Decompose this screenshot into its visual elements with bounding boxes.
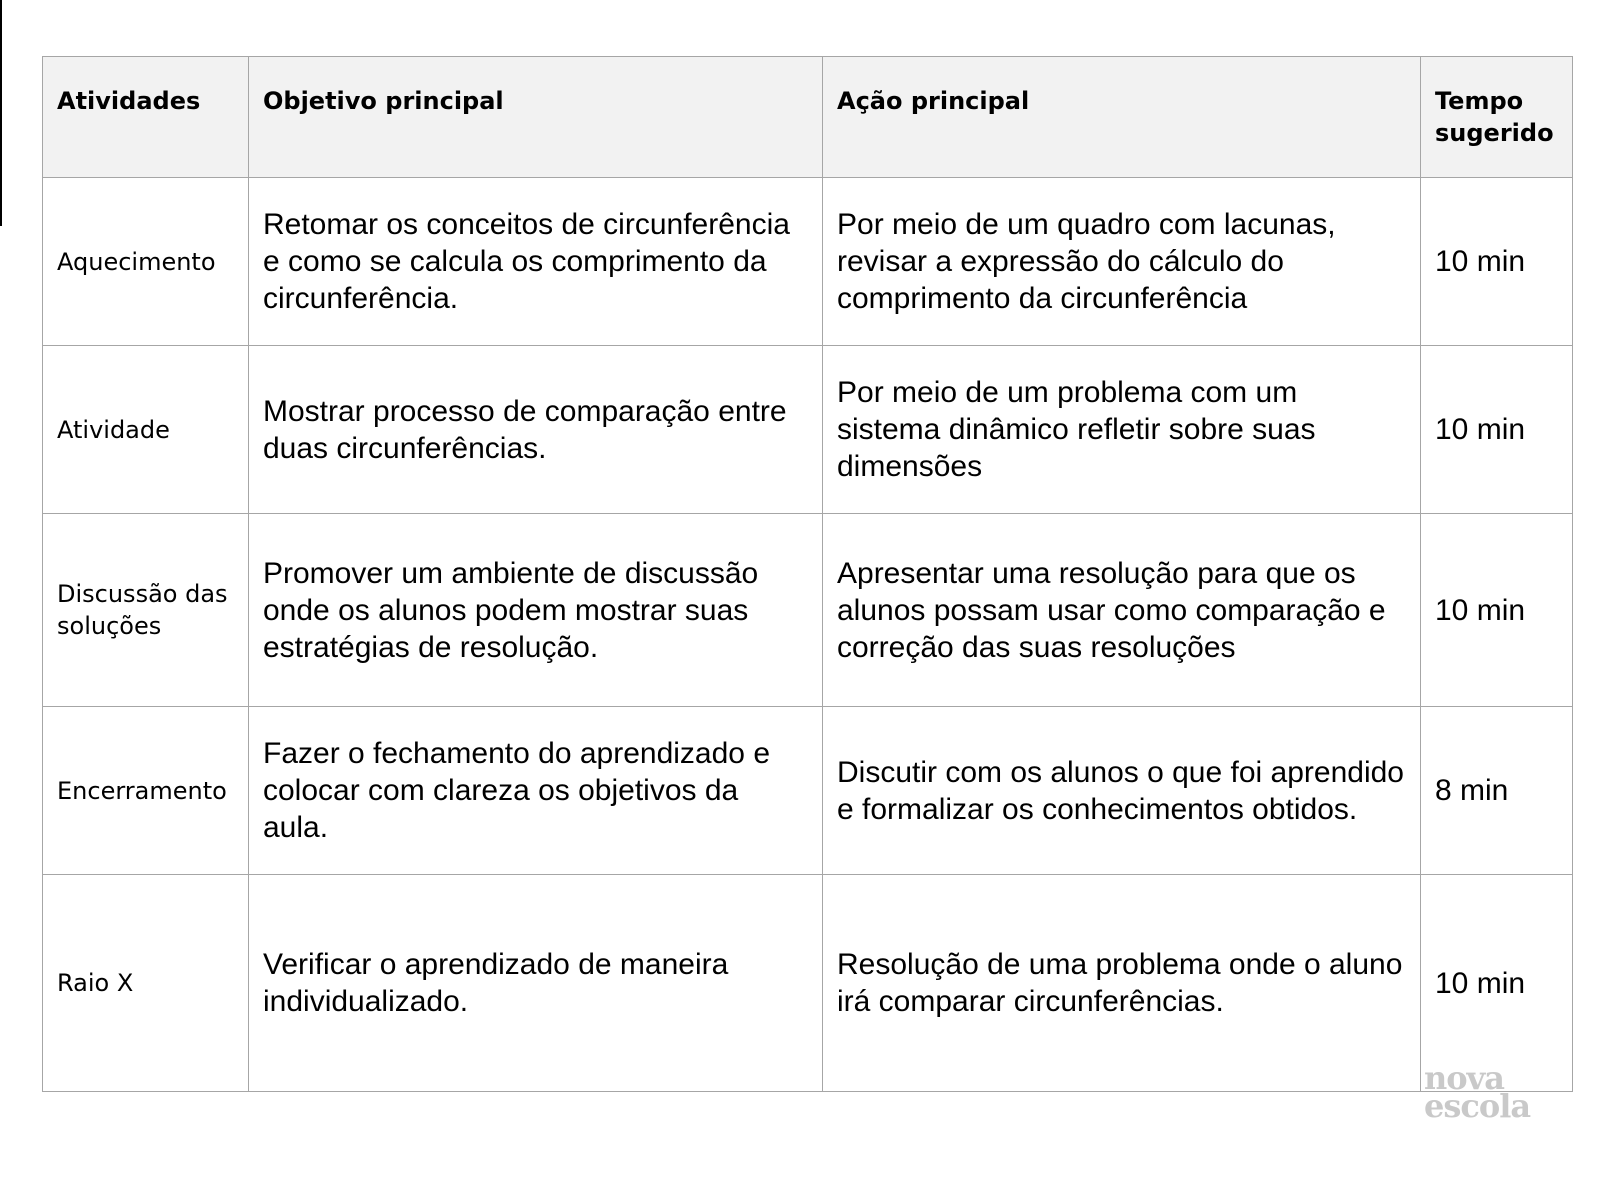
action-cell: Apresentar uma resolução para que os alunos possam usar como comparação e correção das suas resoluções [823,514,1421,707]
lesson-plan-table [42,56,1573,1097]
header-activities: Atividades [43,57,249,178]
table-row [43,346,1573,514]
action-cell: Por meio de um quadro com lacunas, revisar a expressão do cálculo do comprimento da circunferência [823,178,1421,346]
header-objective: Objetivo principal [249,57,823,178]
table-row [43,707,1573,875]
activity-cell: Aquecimento [43,178,249,346]
time-cell: 8 min [1421,707,1573,875]
table-row [43,875,1573,1092]
objective-cell: Mostrar processo de comparação entre duas circunferências. [249,346,823,514]
table-row [43,514,1573,707]
objective-cell: Fazer o fechamento do aprendizado e colocar com clareza os objetivos da aula. [249,707,823,875]
activity-cell: Raio X [43,875,249,1092]
logo-line-escola: escola [1424,1087,1531,1125]
header-action: Ação principal [823,57,1421,178]
time-cell: 10 min [1421,346,1573,514]
header-time: Tempo sugerido [1421,57,1573,178]
action-cell: Discutir com os alunos o que foi aprendido e formalizar os conhecimentos obtidos. [823,707,1421,875]
left-edge-line [0,0,2,226]
activity-cell: Atividade [43,346,249,514]
objective-cell: Retomar os conceitos de circunferência e como se calcula os comprimento da circunferência. [249,178,823,346]
table-row [43,178,1573,346]
objective-cell: Verificar o aprendizado de maneira individualizado. [249,875,823,1092]
time-cell: 10 min [1421,875,1573,1092]
action-cell: Por meio de um problema com um sistema dinâmico refletir sobre suas dimensões [823,346,1421,514]
time-cell: 10 min [1421,178,1573,346]
logo-line-nova: nova [1424,1059,1504,1097]
nova-escola-logo [1424,1059,1554,1125]
activity-cell: Encerramento [43,707,249,875]
action-cell: Resolução de uma problema onde o aluno irá comparar circunferências. [823,875,1421,1092]
table-header-row [43,57,1573,178]
time-cell: 10 min [1421,514,1573,707]
objective-cell: Promover um ambiente de discussão onde os alunos podem mostrar suas estratégias de resolução. [249,514,823,707]
activity-cell: Discussão das soluções [43,514,249,707]
